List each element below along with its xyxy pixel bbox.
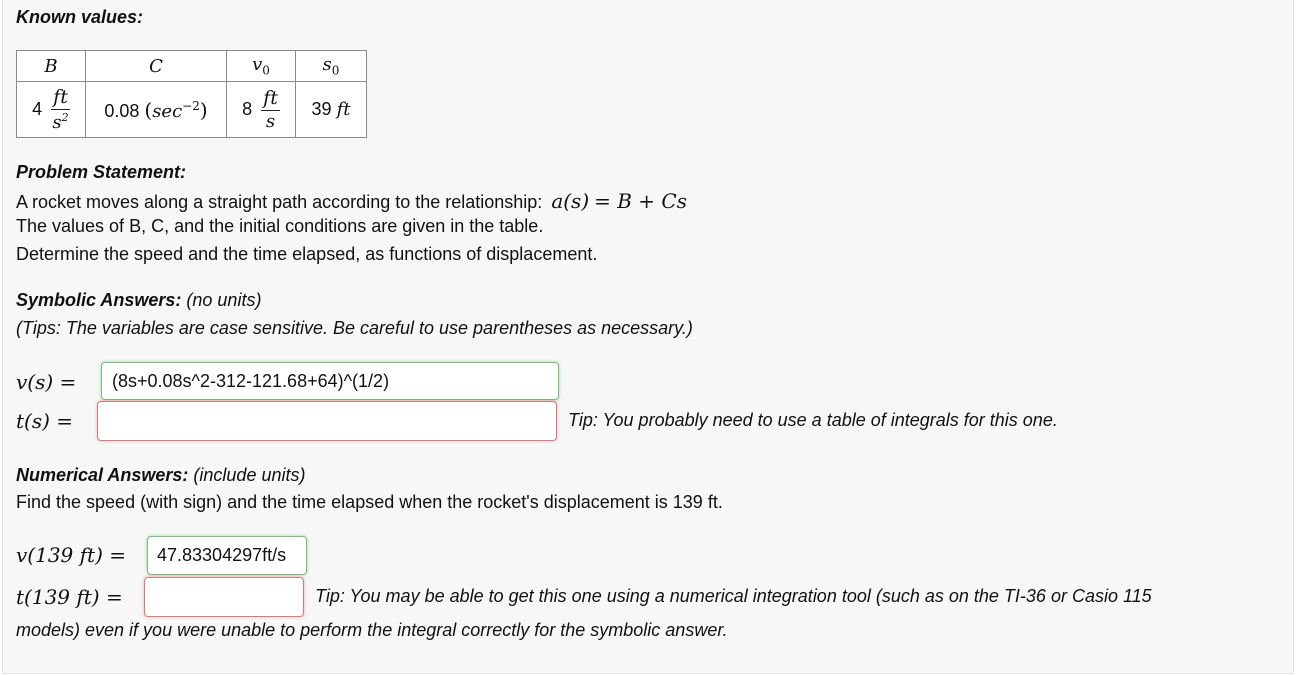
numerical-answers-title: Numerical Answers: (include units) <box>16 465 306 485</box>
header-v0: $v_0$ <box>227 51 296 82</box>
problem-line-1: A rocket moves along a straight path according to the relationship: a(s) = B + Cs <box>16 189 687 213</box>
value-v0: 8 $\frac{ft}{s}$ <box>227 82 296 138</box>
t-of-s-input[interactable] <box>97 401 557 441</box>
problem-line-2: The values of B, C, and the initial conditions are given in the table. <box>16 216 544 236</box>
question-panel <box>2 0 1294 674</box>
t-of-s-tip: Tip: You probably need to use a table of integrals for this one. <box>568 410 1058 430</box>
value-C: 0.08 $(\sec^{-2})$ <box>86 82 227 138</box>
value-s0: 39 ft <box>296 82 367 138</box>
symbolic-tips: (Tips: The variables are case sensitive. Be careful to use parentheses as necessary.) <box>16 318 693 338</box>
problem-line-3: Determine the speed and the time elapsed, as functions of displacement. <box>16 244 598 264</box>
problem-statement-heading: Problem Statement: <box>16 162 187 182</box>
header-s0: $s_0$ <box>296 51 367 82</box>
known-values-heading: Known values: <box>16 7 144 27</box>
t-at-139-input[interactable] <box>144 577 304 617</box>
numerical-prompt: Find the speed (with sign) and the time elapsed when the rocket's displacement is 139 ft. <box>16 492 723 512</box>
v-of-s-label: v(s) = <box>16 370 77 394</box>
t-of-s-label: t(s) = <box>16 409 74 433</box>
t-at-139-tip-line-2: models) even if you were unable to perform the integral correctly for the symbolic answer. <box>16 620 728 640</box>
symbolic-answers-title: Symbolic Answers: (no units) <box>16 290 262 310</box>
v-of-s-input[interactable]: (8s+0.08s^2-312-121.68+64)^(1/2) <box>101 362 559 400</box>
table-value-row <box>17 82 367 138</box>
t-at-139-tip-line-1: Tip: You may be able to get this one using a numerical integration tool (such as on the TI-36 or Casio 115 <box>315 586 1152 606</box>
v-at-139-input[interactable]: 47.83304297ft/s <box>147 536 307 575</box>
t-at-139-label: t(139 ft) = <box>16 585 123 609</box>
header-B: B <box>17 51 86 82</box>
v-at-139-label: v(139 ft) = <box>16 543 126 567</box>
known-values-table <box>16 50 367 138</box>
header-C: C <box>86 51 227 82</box>
value-B: 4 $\frac{ft}{s^2}$ <box>17 82 86 138</box>
table-header-row <box>17 51 367 82</box>
